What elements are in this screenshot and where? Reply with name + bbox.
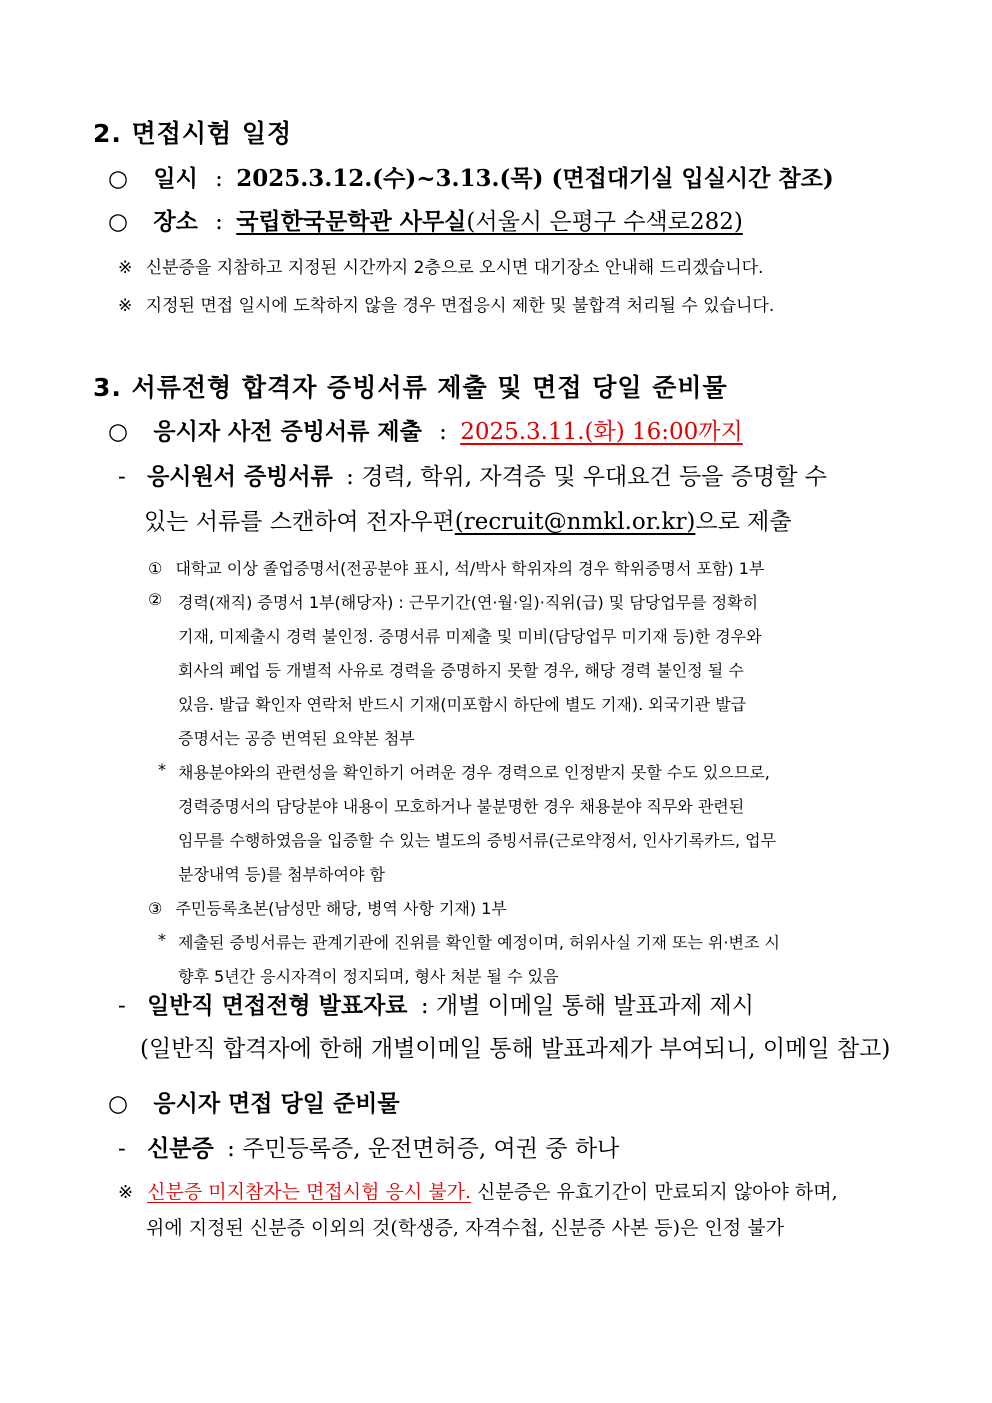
presentation-row — [118, 987, 754, 1020]
reference-mark-icon: ※ — [118, 258, 133, 278]
reference-mark-icon: ※ — [118, 1182, 134, 1203]
note-text: 신분증을 지참하고 지정된 시간까지 2층으로 오시면 대기장소 안내해 드리겠습니다. — [145, 258, 764, 278]
place-name: 국립한국문학관 사무실 — [236, 208, 467, 235]
item-text: 임무를 수행하였음을 입증할 수 있는 별도의 증빙서류(근로약정서, 인사기록카드, 업무 — [178, 831, 777, 850]
warning-text-2: 위에 지정된 신분증 이외의 것(학생증, 자격수첩, 신분증 사본 등)은 인정 불가 — [146, 1217, 784, 1239]
note-text: 지정된 면접 일시에 도착하지 않을 경우 면접응시 제한 및 불합격 처리될 수 있습니다. — [145, 296, 775, 316]
item-text: 경력증명서의 담당분야 내용이 모호하거나 불분명한 경우 채용분야 직무와 관련된 — [178, 797, 745, 816]
item-text: 회사의 폐업 등 개별적 사유로 경력을 증명하지 못할 경우, 해당 경력 불인정 될 수 — [178, 661, 744, 680]
item-text: 제출된 증빙서류는 관계기관에 진위를 확인할 예정이며, 허위사실 기재 또는 위·변조 시 — [178, 933, 780, 952]
dash-icon: - — [118, 993, 126, 1019]
place-label: 장소 — [153, 208, 198, 235]
docs-text: 있는 서류를 스캔하여 전자우편 — [144, 509, 455, 535]
prepare-row — [108, 1085, 400, 1118]
list-item — [148, 896, 507, 919]
list-item — [148, 556, 764, 579]
presentation-text: : 개별 이메일 통해 발표과제 제시 — [420, 993, 754, 1019]
id-row — [118, 1130, 619, 1163]
submit-row — [108, 413, 743, 446]
presentation-label: 일반직 면접전형 발표자료 — [147, 992, 408, 1019]
submit-label: 응시자 사전 증빙서류 제출 — [153, 418, 422, 445]
bullet-circle-icon: ○ — [108, 166, 129, 192]
note-row — [118, 253, 763, 278]
datetime-sep: : — [215, 166, 223, 192]
item-number: ① — [148, 559, 163, 578]
warning-row — [118, 1177, 838, 1204]
item-text: 분장내역 등)를 첨부하여야 함 — [178, 865, 385, 884]
id-text: : 주민등록증, 운전면허증, 여권 중 하나 — [227, 1136, 620, 1162]
docs-text: 으로 제출 — [695, 509, 792, 535]
place-address: (서울시 은평구 수색로282) — [466, 209, 743, 235]
docs-row-2 — [144, 503, 792, 536]
item-text: 대학교 이상 졸업증명서(전공분야 표시, 석/박사 학위자의 경우 학위증명서 포함) 1부 — [175, 559, 765, 578]
section2-heading: 2. 면접시험 일정 — [93, 119, 293, 148]
item-text: 있음. 발급 확인자 연락처 반드시 기재(미포함시 하단에 별도 기재). 외국기관 발급 — [178, 695, 747, 714]
item-text: 기재, 미제출시 경력 불인정. 증명서류 미제출 및 미비(담당업무 미기재 등)한 경우와 — [178, 627, 762, 646]
item-number: ② — [148, 590, 163, 609]
reference-mark-icon: ※ — [118, 296, 133, 316]
submit-deadline: 2025.3.11.(화) 16:00까지 — [460, 419, 743, 445]
item-number: ③ — [148, 899, 163, 918]
warning-text: 신분증은 유효기간이 만료되지 않아야 하며, — [471, 1181, 838, 1203]
bullet-circle-icon: ○ — [108, 209, 129, 235]
item-text: 채용분야와의 관련성을 확인하기 어려운 경우 경력으로 인정받지 못할 수도 있으므로, — [178, 763, 770, 782]
asterisk-mark: * — [158, 760, 166, 779]
dash-icon: - — [118, 464, 126, 490]
datetime-row — [108, 160, 834, 193]
submit-sep: : — [439, 419, 447, 445]
email-link[interactable]: (recruit@nmkl.or.kr) — [454, 509, 696, 535]
dash-icon: - — [118, 1136, 126, 1162]
docs-row — [118, 458, 896, 491]
warning-red-text: 신분증 미지참자는 면접시험 응시 불가. — [147, 1181, 472, 1203]
prepare-label: 응시자 면접 당일 준비물 — [153, 1090, 400, 1117]
bullet-circle-icon: ○ — [108, 419, 129, 445]
place-sep: : — [215, 209, 223, 235]
place-row — [108, 203, 743, 236]
section3-heading: 3. 서류전형 합격자 증빙서류 제출 및 면접 당일 준비물 — [93, 373, 728, 402]
note-row — [118, 291, 774, 316]
item-text: 증명서는 공증 번역된 요약본 첨부 — [178, 729, 415, 748]
bullet-circle-icon: ○ — [108, 1091, 129, 1117]
item-text: 주민등록초본(남성만 해당, 병역 사항 기재) 1부 — [175, 899, 507, 918]
docs-text: : 경력, 학위, 자격증 및 우대요건 등을 증명할 수 — [346, 464, 827, 490]
asterisk-mark: * — [158, 930, 166, 949]
item-text: 경력(재직) 증명서 1부(해당자) : 근무기간(연·월·일)·직위(급) 및 담당업무를 정확히 — [178, 593, 759, 612]
datetime-value: 2025.3.12.(수)~3.13.(목) (면접대기실 입실시간 참조) — [236, 165, 834, 192]
datetime-label: 일시 — [153, 165, 198, 192]
id-label: 신분증 — [147, 1135, 214, 1162]
item-text: 향후 5년간 응시자격이 정지되며, 형사 처분 될 수 있음 — [178, 967, 559, 986]
presentation-sub: (일반직 합격자에 한해 개별이메일 통해 발표과제가 부여되니, 이메일 참고) — [140, 1036, 891, 1062]
docs-label: 응시원서 증빙서류 — [147, 463, 333, 490]
